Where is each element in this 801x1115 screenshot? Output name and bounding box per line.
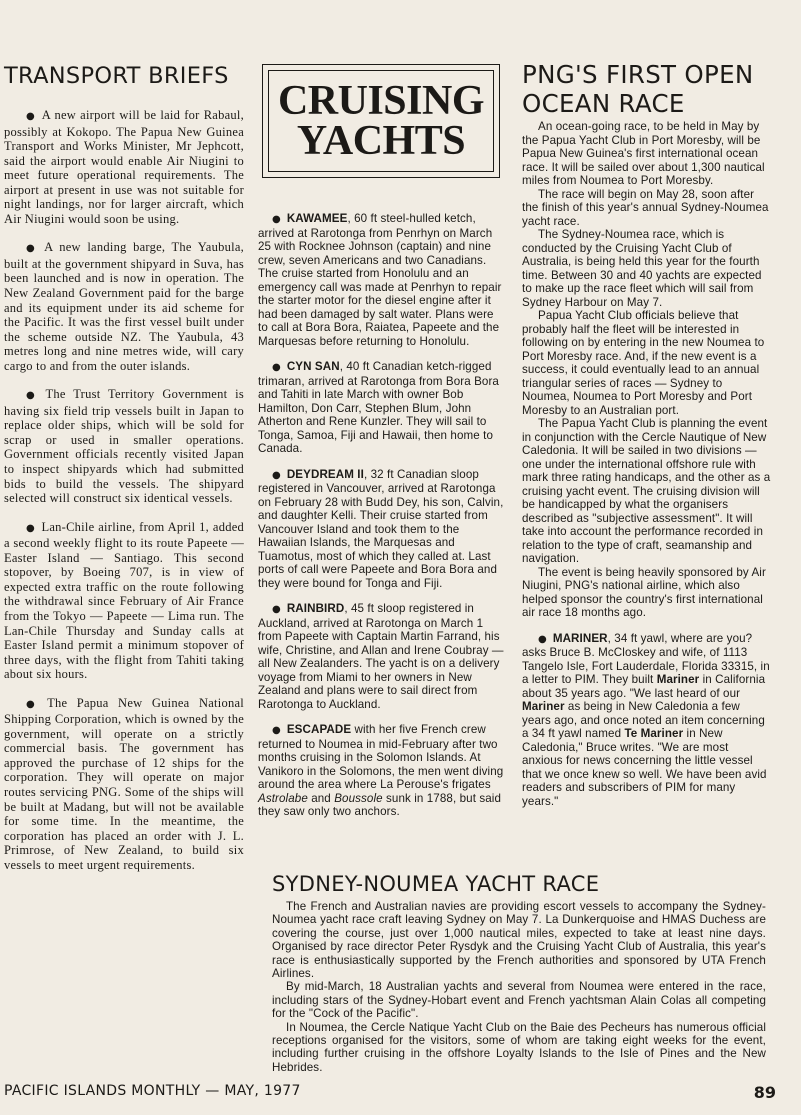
yacht-item-rainbird: ● RAINBIRD, 45 ft sloop registered in Auckland, arrived at Rarotonga on March 1 from Papeete with Captain Martin Farrand, his wife, Christine, and Allan and Irene Coubray — all New Zealanders. The yacht is on a delivery voyage from Miami to her owners in New Zealand and plans were to sail direct from Rarotonga to Auckland. xyxy=(258,602,504,711)
ship-name: Boussole xyxy=(334,791,383,805)
sydney-noumea-title: SYDNEY-NOUMEA YACHT RACE xyxy=(272,872,600,896)
publication-line: PACIFIC ISLANDS MONTHLY — MAY, 1977 xyxy=(4,1083,301,1099)
yacht-name: KAWAMEE xyxy=(286,212,348,225)
transport-briefs-title: TRANSPORT BRIEFS xyxy=(4,63,229,89)
ocean-race-paragraph: The race will begin on May 28, soon after the finish of this year's annual Sydney-Noumea yacht race. xyxy=(522,187,769,228)
ocean-race-paragraph: Papua Yacht Club officials believe that probably half the fleet will be interested in following on by entering in the new Noumea to Port Moresby race. And, if the new event is a success, it could eventually lead to an annual triangular series of races — Sydney to Noumea, Noumea to Port Moresby and Port Moresby to an Australian port. xyxy=(522,309,765,417)
cruising-yachts-masthead xyxy=(262,64,500,178)
bullet-icon: ● xyxy=(272,604,281,615)
brief-rabaul-airport: ● A new airport will be laid for Rabaul, possibly at Kokopo. The Papua New Guinea Transport and Works Minister, Mr Jephcott, said the airport would enable Air Niugini to meet future operational requirements. The airport at present in use was not suitable for night landings, nor for larger aircraft, which Air Niugini would soon be using. xyxy=(4,108,244,226)
sydney-noumea-paragraph: By mid-March, 18 Australian yachts and several from Noumea were entered in the race, including stars of the Sydney-Hobart event and French yachtsman Alain Colas all competing for the "Cock of the Pacific". xyxy=(272,980,766,1021)
masthead-inner-border xyxy=(268,70,494,172)
yacht-name: DEYDREAM II xyxy=(286,467,364,481)
page-number: 89 xyxy=(753,1083,776,1102)
bullet-icon: ● xyxy=(26,111,36,122)
ship-name: Astrolabe xyxy=(258,791,308,805)
ocean-race-title: PNG'S FIRST OPEN OCEAN RACE xyxy=(522,60,754,118)
ocean-race-paragraph: The Papua Yacht Club is planning the event in conjunction with the Cercle Nautique of New Caledonia. It will be sailed in two divisions — one under the international offshore rule with mark three rating handicaps, and the other as a cruising yacht event. The cruising division will be handicapped by what the organisers described as "subjective assessment". It will take into account the performance recorded in relation to the type of craft, seamanship and navigation. xyxy=(522,417,771,565)
sydney-noumea-section xyxy=(272,872,766,1074)
yacht-name: ESCAPADE xyxy=(286,723,352,736)
bullet-icon: ● xyxy=(272,362,281,373)
ocean-race-paragraph: The event is being heavily sponsored by Air Niugini, PNG's national airline, which also helped sponsor the country's first international air race 18 months ago. xyxy=(522,565,766,619)
yacht-item-deydream: ● DEYDREAM II, 32 ft Canadian sloop registered in Vancouver, arrived at Rarotonga on February 28 with Budd Dey, his son, Calvin, and daughter Kelli. Their cruise started from Vancouver Island and took them to the Hawaiian Islands, the Marquesas and Tuamotus, most of which they called at. Last ports of call were Papeete and Bora Bora and they were bound for Tonga and Fiji. xyxy=(258,467,504,590)
bullet-icon: ● xyxy=(272,469,281,481)
bullet-icon: ● xyxy=(538,633,547,645)
sydney-noumea-paragraph: In Noumea, the Cercle Natique Yacht Club on the Baie des Pecheurs has numerous official receptions organised for the visitors, some of whom are taking eight weeks for the event, including further cruising in the offshore Loyalty Islands to the Isle of Pines and the New Hebrides. xyxy=(272,1020,766,1074)
yacht-name: CYN SAN xyxy=(286,360,340,373)
yacht-item-cyn-san: ● CYN SAN, 40 ft Canadian ketch-rigged trimaran, arrived at Rarotonga from Bora Bora and Tahiti in late March with owner Bob Hamilton, Don Carr, Stephen Blum, John Atherton and Rene Kunzler. They will sail to Tonga, Samoa, Fiji and Hawaii, then home to Canada. xyxy=(258,360,499,455)
ocean-race-column xyxy=(522,60,772,808)
cruising-yachts-column xyxy=(258,212,506,831)
yacht-item-mariner: ● MARINER, 34 ft yawl, where are you? asks Bruce B. McCloskey and wife, of 1113 Tangelo Isle, Fort Lauderdale, Florida 33315, in a letter to PIM. They built Mariner in California about 35 years ago. "We last heard of our Mariner as being in New Caledonia a few years ago, and once noted an item concerning a 34 ft yawl named Te Mariner in New Caledonia," Bruce writes. "We are most anxious for news concerning the little vessel that we once knew so well. We have been avid readers and subscribers of PIM for many years." xyxy=(522,631,770,808)
yacht-name: RAINBIRD xyxy=(286,602,345,615)
bullet-icon: ● xyxy=(26,243,39,255)
bullet-icon: ● xyxy=(26,698,42,710)
brief-landing-barge: ● A new landing barge, The Yaubula, built at the government shipyard in Suva, has been launched and is now in operation. The New Zealand Government paid for the barge and its equipment under its aid scheme for the Pacific. It was the first vessel built under the scheme outside NZ. The Yaubula, 43 metres long and nine metres wide, will cary cargo to and from the outer islands. xyxy=(4,240,244,373)
yacht-name: MARINER xyxy=(552,631,608,645)
yacht-item-kawamee: ● KAWAMEE, 60 ft steel-hulled ketch, arrived at Rarotonga from Penrhyn on March 25 with Rocknee Johnson (captain) and nine crew, seven Americans and two Canadians. The cruise started from Honolulu and an emergency call was made at Penrhyn to repair the starter motor for the diesel engine after it had been damaged by salt water. Plans were to call at Bora Bora, Raiatea, Papeete and the Marquesas before returning to Honolulu. xyxy=(258,212,502,348)
ocean-race-paragraph: The Sydney-Noumea race, which is conducted by the Cruising Yacht Club of Australia, is being held this year for the fourth time. Between 30 and 40 yachts are expected to make up the race fleet which will sail from Sydney Harbour on May 7. xyxy=(522,228,762,309)
ocean-race-paragraph: An ocean-going race, to be held in May by the Papua Yacht Club in Port Moresby, will be Papua New Guinea's first international ocean race. It will be sailed over about 1,300 nautical miles from Noumea to Port Moresby. xyxy=(522,120,765,187)
yacht-item-escapade: ● ESCAPADE with her five French crew returned to Noumea in mid-February after two months cruising in the Solomon Islands. At Vanikoro in the Solomons, the men went diving around the area where La Perouse's frigates Astrolabe and Boussole sunk in 1788, but said they saw only two anchors. xyxy=(258,723,504,818)
brief-lan-chile: ● Lan-Chile airline, from April 1, added a second weekly flight to its route Papeete — Easter Island — Santiago. This second stopover, by Boeing 707, is in view of expected extra traffic on the route following the withdrawal since February of Air France from the Tokyo — Papeete — Lima run. The Lan-Chile Thursday and Sunday calls at Easter Island permit a minimum stopover of three days, with the flight from Tahiti taking about six hours. xyxy=(4,519,244,682)
bullet-icon: ● xyxy=(26,390,40,402)
brief-trust-territory: ● The Trust Territory Government is having six field trip vessels built in Japan to replace older ships, which will be sold for scrap or used in smaller operations. Government officials recently visited Japan to inspect shipyards which had submitted bids to build the vessels. The shipyard selected will construct six identical vessels. xyxy=(4,387,244,506)
page-footer xyxy=(4,1083,776,1105)
transport-briefs-column xyxy=(4,62,244,886)
bullet-icon: ● xyxy=(272,214,281,225)
masthead-line-1: CRUISING xyxy=(277,78,485,124)
bullet-icon: ● xyxy=(272,725,281,736)
bullet-icon: ● xyxy=(26,522,36,534)
sydney-noumea-paragraph: The French and Australian navies are providing escort vessels to accompany the Sydney-Noumea yacht race craft leaving Sydney on May 7. La Dunkerquoise and HMAS Duchess are covering the course, just over 1,000 nautical miles, expected to take at least nine days. Organised by race director Peter Rysdyk and the Cruising Yacht Club of Australia, this year's race is enthusiastically supported by the French authorities and sponsored by UTA French Airlines. xyxy=(272,900,766,981)
masthead-line-2: YACHTS xyxy=(296,118,466,164)
brief-png-shipping: ● The Papua New Guinea National Shipping Corporation, which is owned by the government, will operate on a strictly commercial basis. The government has approved the purchase of 12 ships for the corporation. They will operate on major routes servicing PNG. Some of the ships will be built at Madang, but will not be available for some time. In the meantime, the corporation has placed an order with J. L. Primrose, of New Zealand, to build six vessels to meet urgent requirements. xyxy=(4,695,244,872)
